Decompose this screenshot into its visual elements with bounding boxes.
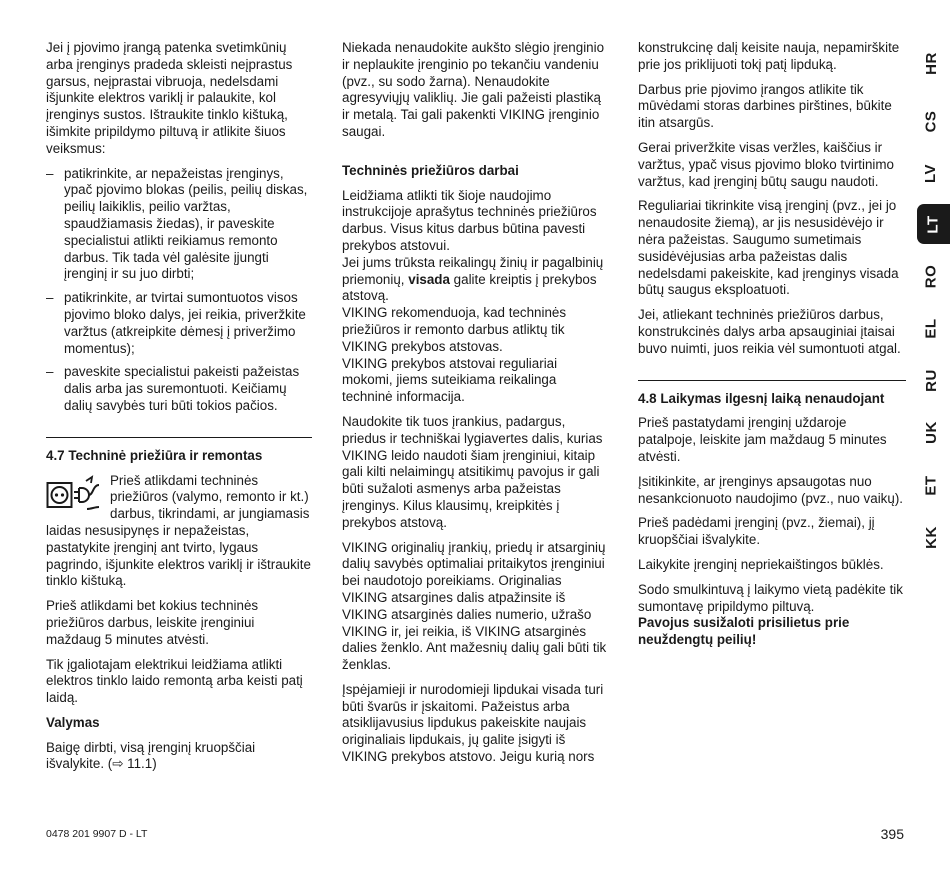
checklist (46, 166, 312, 415)
unplug-paragraph: Prieš atlikdami techninės priežiūros (valymo, remonto ir kt.) darbus, tikrindami, ar jungiamasis laidas nesusipynęs ir nepažeistas, pastatykite įrenginį ant tvirto, lygaus pagrindo, išjunkite elektros variklį ir ištraukite tinklo kištuką. (46, 472, 311, 589)
pressure-washer-paragraph: Niekada nenaudokite aukšto slėgio įrenginio ir neplaukite įrenginio po tekančiu vandeniu (pvz., su sodo žarna). Nenaudokite agresyviųjų valiklių. Jie gali pažeisti plastiką ir metalą. Tai gali pakenkti VIKING įrenginio saugai. (342, 40, 605, 139)
electrician-paragraph: Tik įgaliotajam elektrikui leidžiama atlikti elektros tinklo laido remontą arba keisti patį laidą. (46, 656, 303, 706)
emphasis-always: visada (408, 271, 450, 287)
intro-paragraph: Jei į pjovimo įrangą patenka svetimkūnių arba įrenginys pradeda skleisti neįprastus garsus, neįprastai vibruoja, nedelsdami išjunkite elektros variklį ir palaukite, kol įrenginys sustos. Ištraukite tinklo kištuką, išimkite pripildymo piltuvą ir atlikite šiuos veiksmus: (46, 40, 293, 156)
section-heading-4-7: 4.7 Techninė priežiūra ir remontas (46, 447, 263, 463)
list-item: – patikrinkite, ar tvirtai sumontuotos visos pjovimo bloko dalys, jei reikia, priveržkite varžtus (atkreipkite dėmesį į priveržimo momentus); (46, 290, 306, 356)
clean-before-storage-paragraph: Prieš padėdami įrenginį (pvz., žiemai), jį kruopščiai išvalykite. (638, 515, 875, 548)
reassemble-paragraph: Jei, atliekant techninės priežiūros darbus, konstrukcinės dalys arba apsauginiai įtaisai buvo nuimti, juos reikia vėl sumontuoti atgal. (638, 307, 901, 356)
lang-tab-el[interactable]: EL (922, 317, 940, 339)
lang-tab-lv[interactable]: LV (922, 163, 940, 183)
warning-labels-paragraph: Įspėjamieji ir nurodomieji lipdukai visada turi būti švarūs ir įskaitomi. Pažeistus arba atsiklijavusius lipdukus pakeiskite naujais originaliais lipdukais, jų galite įsigyti iš VIKING prekybos atstovo. Jeigu kurią nors (342, 681, 604, 765)
bullet-dash: – (46, 364, 54, 380)
unauthorized-use-paragraph: Įsitikinkite, ar įrenginys apsaugotas nuo nesankcionuoto naudojimo (pvz., nuo vaikų). (638, 473, 903, 506)
storage-cooldown-paragraph: Prieš pastatydami įrenginį uždaroje patalpoje, leiskite jam maždaug 5 minutes atvėsti. (638, 415, 887, 464)
column-3 (638, 40, 906, 649)
maintenance-paragraph: Leidžiama atlikti tik šioje naudojimo instrukcijoje aprašytus techninės priežiūros darbus. Visus kitus darbus būtina pavesti prekybos atstovui. Jei jums trūksta reikalingų žinių ir pagalbinių priemonių, visada galite kreiptis į prekybos atstovą. VIKING rekomenduoja, kad techninės priežiūros ir remonto darbus atliktų tik VIKING prekybos atstovas. VIKING prekybos atstovai reguliariai mokomi, jiems suteikiama reikalinga techninė informacija. (342, 187, 604, 405)
bullet-dash: – (46, 290, 54, 306)
approved-tools-paragraph: Naudokite tik tuos įrankius, padargus, priedus ir techniškai lygiavertes dalis, kurias VIKING leido naudoti šiam įrenginiui, kitaip gali kilti nelaimingų atsitikimų pavojus ir gali būti sužaloti asmenys arba pažeistas įrenginys. Kilus klausimų, kreipkitės į prekybos atstovą. (342, 413, 603, 530)
lang-tab-ro[interactable]: RO (922, 264, 940, 288)
column-1 (46, 40, 312, 781)
condition-paragraph: Laikykite įrenginį nepriekaištingos būklės. (638, 556, 884, 572)
column-2 (342, 40, 610, 774)
lang-tab-kk[interactable]: KK (922, 525, 940, 549)
lang-tab-et[interactable]: ET (922, 474, 940, 496)
cleaning-paragraph: Baigę dirbti, visą įrenginį kruopščiai išvalykite. (⇨ 11.1) (46, 739, 256, 772)
section-heading-4-8: 4.8 Laikymas ilgesnį laiką nenaudojant (638, 390, 885, 406)
gloves-paragraph: Darbus prie pjovimo įrangos atlikite tik mūvėdami storas darbines pirštines, būkite itin atsargūs. (638, 81, 892, 131)
lang-tab-lt-active[interactable]: LT (917, 204, 950, 244)
language-tab-strip (917, 40, 945, 560)
lang-tab-ru[interactable]: RU (922, 368, 940, 392)
lang-tab-hr[interactable]: HR (922, 51, 940, 75)
cooldown-paragraph: Prieš atlikdami bet kokius techninės priežiūros darbus, leiskite įrenginiui maždaug 5 minutes atvėsti. (46, 598, 259, 647)
label-continue-paragraph: konstrukcinę dalį keisite nauja, nepamirškite prie jos priklijuoti tokį patį lipduką. (638, 40, 900, 72)
blade-warning: Pavojus susižaloti prisilietus prie neuždengtų peilių! (638, 615, 850, 648)
page-number: 395 (880, 826, 904, 842)
funnel-storage-paragraph: Sodo smulkintuvą į laikymo vietą padėkite tik sumontavę pripildymo piltuvą. Pavojus susižaloti prisilietus prie neuždengtų peilių! (638, 581, 903, 648)
unplug-before-maintenance-icon (46, 475, 102, 513)
original-parts-paragraph: VIKING originalių įrankių, priedų ir atsarginių dalių savybės optimaliai pritaikytos įrenginiui bei naudotojo poreikiams. Originalias VIKING atsargines dalis atpažinsite iš VIKING atsarginės dalies numerio, užrašo VIKING ir, jei reikia, iš VIKING atsarginės dalies ženklo. Ant mažesnių dalių gali būti tik ženklas. (342, 539, 607, 673)
document-code: 0478 201 9907 D - LT (46, 828, 148, 840)
lang-tab-uk[interactable]: UK (922, 420, 940, 444)
cleaning-subheading: Valymas (46, 714, 100, 730)
inspect-paragraph: Reguliariai tikrinkite visą įrenginį (pvz., jei jo nenaudosite žiemą), ar jis nesusidėvėjo ir nėra pažeistas. Saugumo sumetimais susidėvėjusias arba pažeistas dalis nedelsdami pakeiskite, kad įrenginys visada būtų saugus eksploatuoti. (638, 198, 899, 298)
lang-tab-cs[interactable]: CS (922, 110, 940, 132)
maintenance-work-subheading: Techninės priežiūros darbai (342, 162, 519, 178)
list-item: – paveskite specialistui pakeisti pažeistas dalis arba jas suremontuoti. Keičiamų dalių savybės turi būti tokios pačios. (46, 364, 300, 413)
tighten-paragraph: Gerai priveržkite visas veržles, kaiščius ir varžtus, ypač visus pjovimo bloko tvirtinimo varžtus, kad įrenginį būtų saugu naudoti. (638, 139, 894, 189)
bullet-dash: – (46, 165, 54, 181)
list-item: – patikrinkite, ar nepažeistas įrenginys, ypač pjovimo blokas (peilis, peilių diskas, peilių laikiklis, peilio varžtas, spaudžiamasis žiedas), ir paveskite specialistui atlikti reikiamus remonto darbus. Tik tada vėl galėsite įjungti įrenginį ir su juo dirbti; (46, 165, 308, 282)
